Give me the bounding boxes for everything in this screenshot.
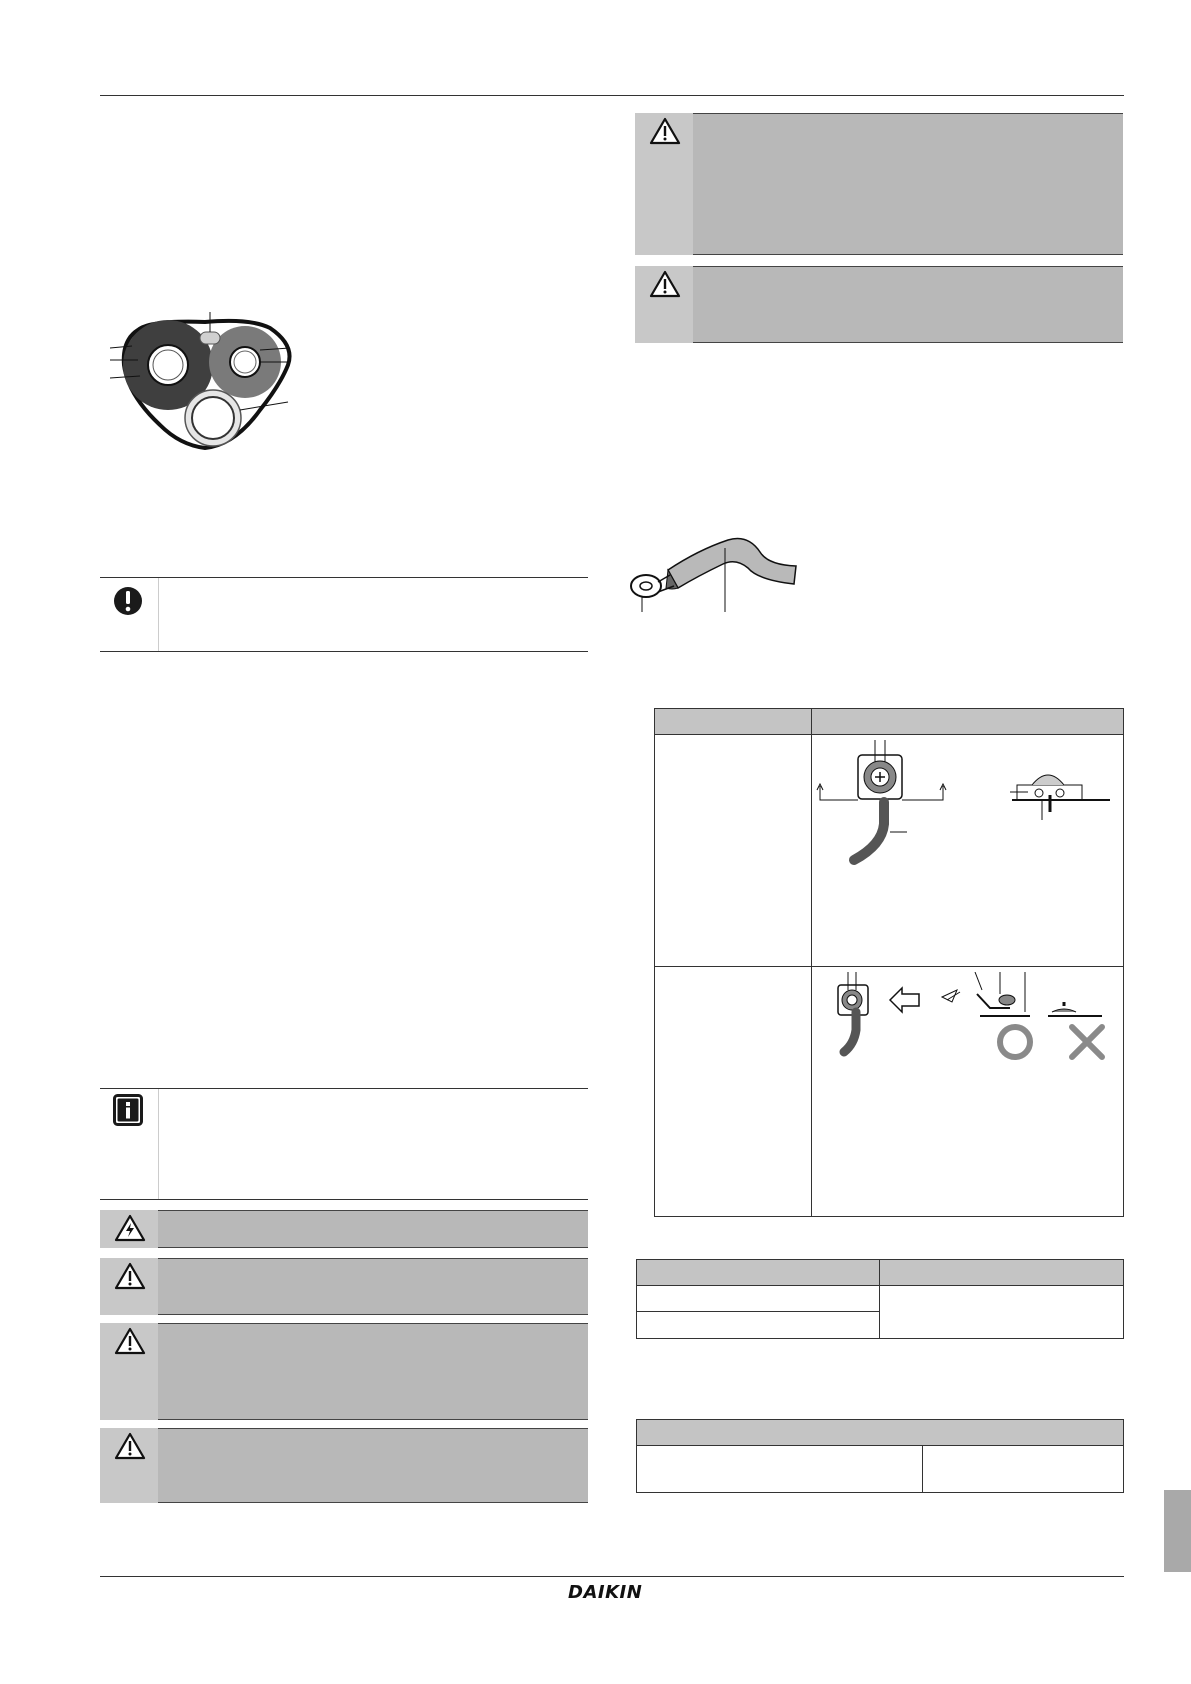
- warning-box-right-1: [635, 113, 1123, 255]
- terminal-table-row-rule: [654, 966, 1124, 967]
- notice-bottom-rule: [100, 651, 588, 652]
- info-icon: [113, 1094, 143, 1126]
- exclamation-circle-icon: [113, 585, 143, 617]
- tightening-torque-row-rule: [636, 1311, 879, 1312]
- tightening-torque-header-2: [880, 1260, 1123, 1285]
- warning-triangle-icon: [649, 117, 681, 145]
- tightening-torque-column-rule: [879, 1259, 880, 1339]
- warning-triangle-icon: [114, 1327, 146, 1355]
- tightening-torque-header-1: [637, 1260, 879, 1285]
- language-side-tab: [1164, 1490, 1191, 1572]
- breaker-table-header: [637, 1420, 1123, 1445]
- warning-box-1: [100, 1258, 588, 1315]
- terminal-table-header-rule: [654, 734, 1124, 735]
- warning-box-2: [100, 1323, 588, 1420]
- notice-divider: [158, 578, 159, 651]
- tightening-torque-header-rule: [636, 1285, 1124, 1286]
- footer-rule: [100, 1576, 1124, 1577]
- warning-triangle-icon: [114, 1432, 146, 1460]
- terminal-connection-drawing-2: [812, 972, 1122, 1062]
- ring-terminal-illustration: [628, 530, 803, 612]
- daikin-logo: DAIKIN: [568, 1582, 643, 1603]
- warning-triangle-icon: [114, 1262, 146, 1290]
- terminal-connection-drawing-1: [812, 740, 1122, 880]
- notice-top-rule: [100, 577, 588, 578]
- warning-box-right-2: [635, 266, 1123, 343]
- electric-warning-icon: [114, 1214, 146, 1242]
- terminal-table-header-col-2: [812, 709, 1123, 734]
- electric-warning-box: [100, 1210, 588, 1248]
- info-top-rule: [100, 1088, 588, 1089]
- warning-triangle-icon: [649, 270, 681, 298]
- header-rule: [100, 95, 1124, 96]
- breaker-table-column-rule: [922, 1445, 923, 1493]
- breaker-table-header-rule: [636, 1445, 1124, 1446]
- terminal-table-header-col-1: [655, 709, 811, 734]
- info-bottom-rule: [100, 1199, 588, 1200]
- warning-box-3: [100, 1428, 588, 1503]
- info-divider: [158, 1089, 159, 1199]
- pipe-insulation-illustration: [110, 310, 300, 450]
